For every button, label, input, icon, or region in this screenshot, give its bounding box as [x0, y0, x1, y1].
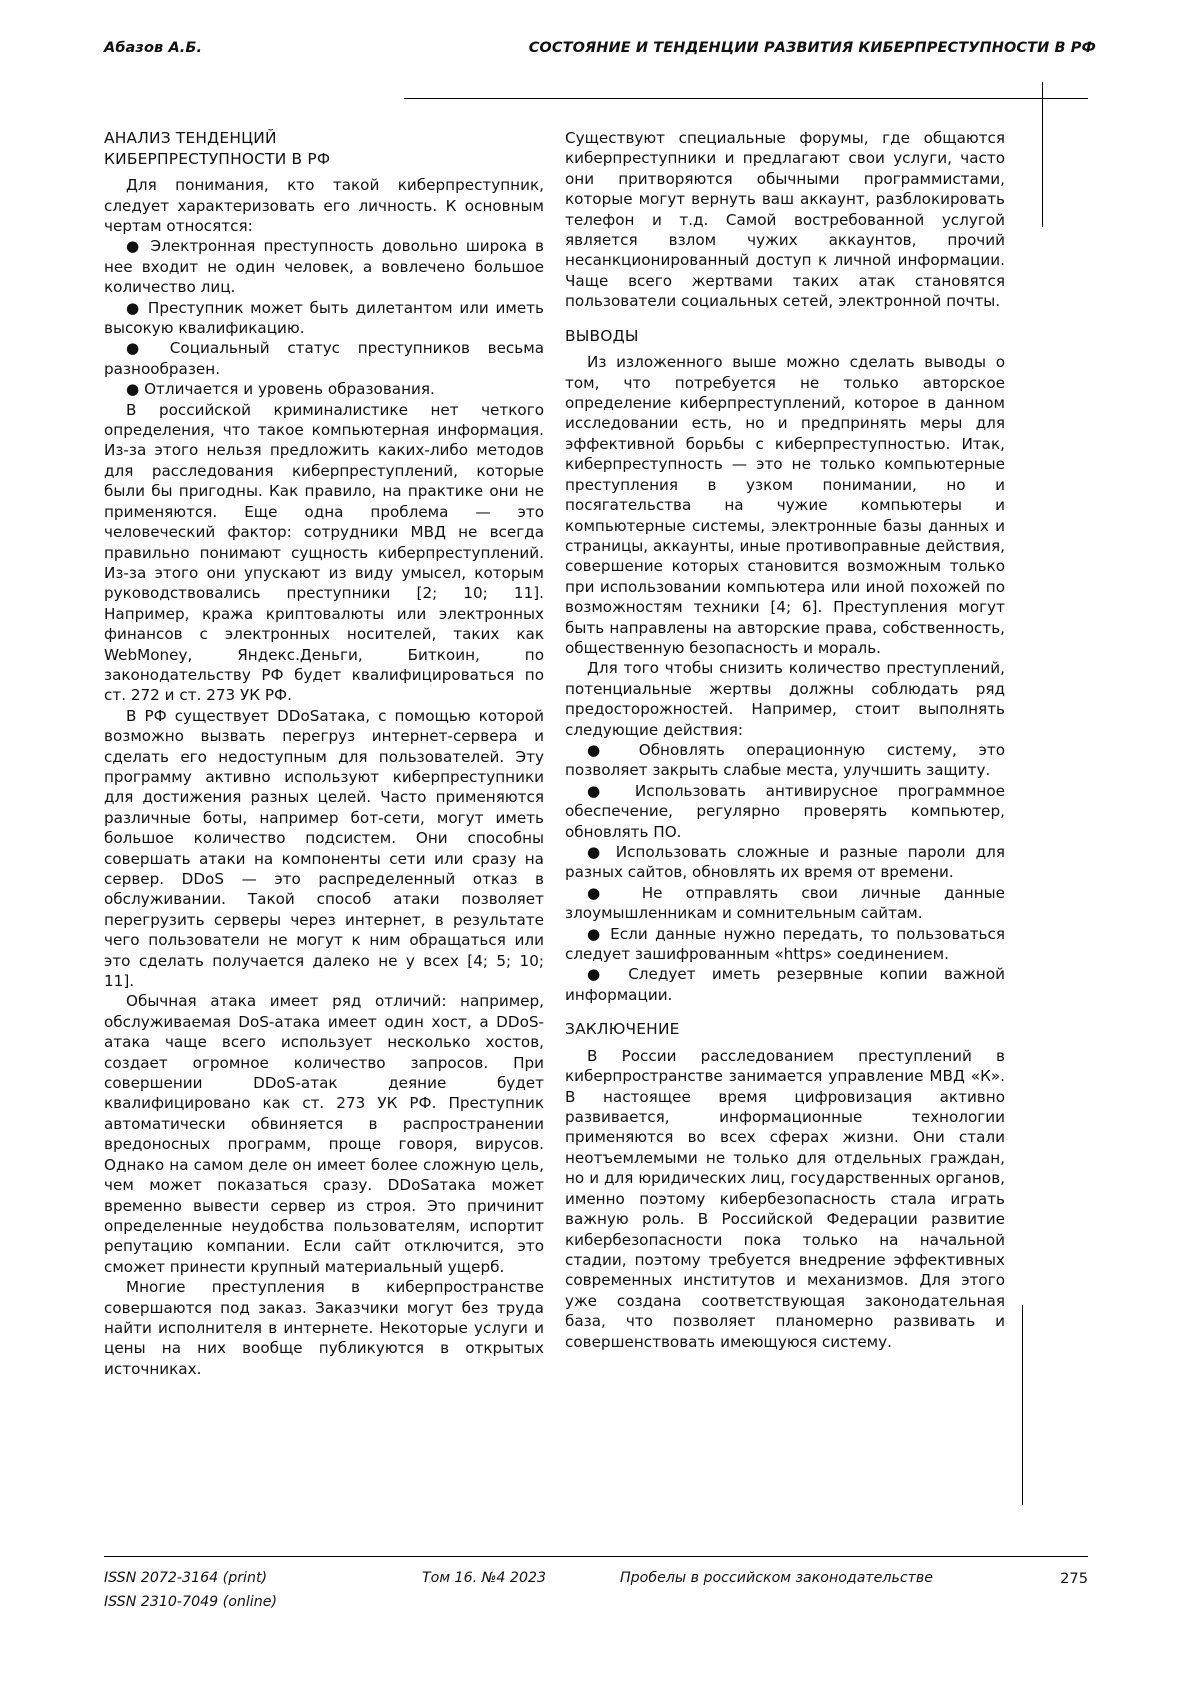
- page-number: 275: [1060, 1570, 1088, 1587]
- paragraph: В России расследованием преступлений в киберпространстве занимается управление МВД «К». В настоящее время цифровизация активно развивается, информационные технологии применяются во всех сферах жизни. Они стали неотъемлемыми не только для отдельных граждан, но и для юридических лиц, государственных органов, именно поэтому кибербезопасность стала играть важную роль. В Российской Федерации развитие кибербезопасности пока только на начальной стадии, поэтому требуется внедрение эффективных современных институтов и механизмов. Для этого уже создана соответствующая законодательная база, что позволяет планомерно развивать и совершенствовать имеющуюся систему.: [565, 1046, 1005, 1351]
- header-author: Абазов А.Б.: [104, 40, 203, 56]
- bullet-item: ● Преступник может быть дилетантом или иметь высокую квалификацию.: [104, 298, 544, 338]
- bullet-item: ● Использовать сложные и разные пароли для разных сайтов, обновлять их время от времени.: [565, 843, 1005, 882]
- running-header: [104, 40, 1096, 70]
- footer-divider-rule: [104, 1556, 1088, 1557]
- header-divider-rule: [404, 98, 1088, 99]
- paragraph: Для понимания, кто такой киберпреступник, следует характеризовать его личность. К основным чертам относятся:: [104, 176, 544, 235]
- section-heading-analysis: АНАЛИЗ ТЕНДЕНЦИЙ КИБЕРПРЕСТУПНОСТИ В РФ: [104, 129, 331, 168]
- paragraph: Для того чтобы снизить количество преступлений, потенциальные жертвы должны соблюдать ряд предосторожностей. Например, стоит выполнять следующие действия:: [565, 659, 1005, 739]
- paragraph: Существуют специальные форумы, где общаются киберпреступники и предлагают свои услуги, часто они притворяются обычными программистами, которые могут вернуть ваш аккаунт, разблокировать телефон и т.д. Самой востребованной услугой является взлом чужих аккаунтов, прочий несанкционированный доступ к личной информации. Чаще всего жертвами таких атак становятся пользователи социальных сетей, электронной почты.: [565, 129, 1005, 311]
- bullet-item: ● Электронная преступность довольно широка в нее входит не один человек, а вовлечено большое количество лиц.: [104, 237, 544, 297]
- journal-name: Пробелы в российском законодательстве: [620, 1570, 933, 1586]
- right-margin-rule-bottom: [1022, 1305, 1023, 1505]
- right-margin-rule-top: [1042, 82, 1043, 227]
- page-footer: [104, 1570, 1088, 1622]
- paragraph: В РФ существует DDoSатака, с помощью которой возможно вызвать перегруз интернет-сервера и сделать его недоступным для пользователей. Эту программу активно используют киберпреступники для достижения разных целей. Часто применяются различные боты, например бот-сети, могут иметь большое количество подсистем. Они способны совершать атаки на компоненты сети или сразу на сервер. DDoS — это распределенный отказ в обслуживании. Такой способ атаки позволяет перегрузить серверы через интернет, в результате чего пользователи не могут к ним обращаться или это сделать получается далеко не у всех [4; 5; 10; 11].: [104, 706, 544, 991]
- volume-info: Том 16. №4 2023: [422, 1570, 547, 1586]
- left-text-column: [104, 128, 544, 1379]
- issn-print: ISSN 2072-3164 (print): [104, 1570, 268, 1586]
- paragraph: Многие преступления в киберпространстве совершаются под заказ. Заказчики могут без труда найти исполнителя в интернете. Некоторые услуги и цены на них вообще публикуются в открытых источниках.: [104, 1278, 544, 1378]
- paragraph: Обычная атака имеет ряд отличий: например, обслуживаемая DoS-атака имеет один хост, а DDoS-атака чаще всего использует несколько хостов, создает огромное количество запросов. При совершении DDoS-атак деяние будет квалифицировано как ст. 273 УК РФ. Преступник автоматически обвиняется в распространении вредоносных программ, проще говоря, вирусов. Однако на самом деле он имеет более сложную цель, чем может показаться сразу. DDoSатака может временно вывести сервер из строя. Это причинит определенные неудобства пользователям, испортит репутацию компании. Если сайт отключится, это сможет принести крупный материальный ущерб.: [104, 992, 544, 1276]
- header-article-title: СОСТОЯНИЕ И ТЕНДЕНЦИИ РАЗВИТИЯ КИБЕРПРЕСТУПНОСТИ В РФ: [528, 40, 1096, 56]
- issn-online: ISSN 2310-7049 (online): [104, 1594, 277, 1610]
- paragraph: В российской криминалистике нет четкого определения, что такое компьютерная информация. Из-за этого нельзя предложить каких-либо методов для расследования киберпреступлений, которые были бы пригодны. Как правило, на практике они не применяются. Еще одна проблема — это человеческий фактор: сотрудники МВД не всегда правильно понимают сущность киберпреступлений. Из-за этого они упускают из виду умысел, которым руководствовались преступники [2; 10; 11]. Например, кража криптовалюты или электронных финансов с электронных носителей, таких как WebMoney, Яндекс.Деньги, Биткоин, по законодательству РФ будет квалифицироваться по ст. 272 и ст. 273 УК РФ.: [104, 400, 544, 705]
- right-text-column: [565, 128, 1005, 1352]
- bullet-item: ● Социальный статус преступников весьма разнообразен.: [104, 339, 544, 378]
- bullet-item: ● Если данные нужно передать, то пользоваться следует зашифрованным «https» соединением.: [565, 924, 1005, 964]
- paragraph: Из изложенного выше можно сделать выводы о том, что потребуется не только авторское определение киберпреступлений, которое в данном исследовании есть, но и предпринять меры для эффективной борьбы с киберпреступностью. Итак, киберпреступность — это не только компьютерные преступления в узком понимании, но и посягательства на чужие компьютеры и компьютерные системы, электронные базы данных и страницы, аккаунты, иные противоправные действия, совершение которых становится возможным только при использовании компьютера или иной похожей по возможностям техники [4; 6]. Преступления могут быть направлены на авторские права, собственность, общественную безопасность и мораль.: [565, 353, 1005, 657]
- section-heading-final: ЗАКЛЮЧЕНИЕ: [565, 1020, 680, 1039]
- bullet-item: ● Использовать антивирусное программное обеспечение, регулярно проверять компьютер, обновлять ПО.: [565, 781, 1005, 841]
- bullet-item: ● Обновлять операционную систему, это позволяет закрыть слабые места, улучшить защиту.: [565, 740, 1005, 780]
- bullet-item: ● Следует иметь резервные копии важной информации.: [565, 965, 1005, 1004]
- section-heading-conclusions: ВЫВОДЫ: [565, 326, 639, 345]
- bullet-item: ● Не отправлять свои личные данные злоумышленникам и сомнительным сайтам.: [565, 883, 1005, 923]
- bullet-item: ● Отличается и уровень образования.: [126, 380, 435, 399]
